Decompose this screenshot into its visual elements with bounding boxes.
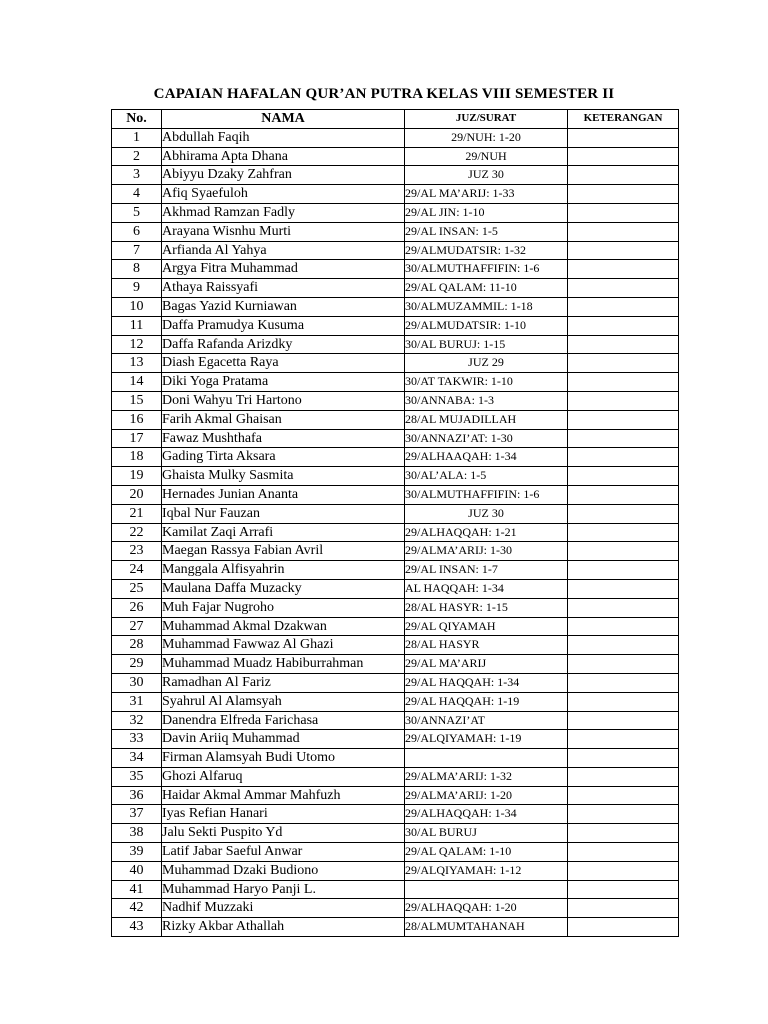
keterangan-cell <box>568 655 679 674</box>
juz-surat-cell: AL HAQQAH: 1-34 <box>405 579 568 598</box>
keterangan-cell <box>568 410 679 429</box>
page-title: CAPAIAN HAFALAN QUR’AN PUTRA KELAS VIII SEMESTER II <box>153 86 615 102</box>
table-row <box>112 636 679 655</box>
row-number: 40 <box>112 861 162 880</box>
student-name: Doni Wahyu Tri Hartono <box>162 391 405 410</box>
keterangan-cell <box>568 203 679 222</box>
table-row <box>112 749 679 768</box>
student-name: Syahrul Al Alamsyah <box>162 692 405 711</box>
row-number: 16 <box>112 410 162 429</box>
table-row <box>112 824 679 843</box>
table-row <box>112 166 679 185</box>
table-row <box>112 579 679 598</box>
keterangan-cell <box>568 767 679 786</box>
juz-surat-cell: 29/ALQIYAMAH: 1-19 <box>405 730 568 749</box>
header-keterangan: KETERANGAN <box>568 110 679 129</box>
row-number: 24 <box>112 561 162 580</box>
keterangan-cell <box>568 786 679 805</box>
row-number: 28 <box>112 636 162 655</box>
keterangan-cell <box>568 335 679 354</box>
row-number: 10 <box>112 297 162 316</box>
table-row <box>112 767 679 786</box>
memorization-table <box>111 109 679 937</box>
keterangan-cell <box>568 373 679 392</box>
table-row <box>112 429 679 448</box>
juz-surat-cell <box>405 880 568 899</box>
student-name: Afiq Syaefuloh <box>162 185 405 204</box>
row-number: 42 <box>112 899 162 918</box>
keterangan-cell <box>568 185 679 204</box>
student-name: Arfianda Al Yahya <box>162 241 405 260</box>
keterangan-cell <box>568 749 679 768</box>
row-number: 5 <box>112 203 162 222</box>
table-row <box>112 335 679 354</box>
table-row <box>112 561 679 580</box>
table-row <box>112 373 679 392</box>
juz-surat-cell: 29/ALHAQQAH: 1-20 <box>405 899 568 918</box>
row-number: 8 <box>112 260 162 279</box>
row-number: 25 <box>112 579 162 598</box>
keterangan-cell <box>568 429 679 448</box>
student-name: Maulana Daffa Muzacky <box>162 579 405 598</box>
row-number: 7 <box>112 241 162 260</box>
juz-surat-cell: JUZ 30 <box>405 166 568 185</box>
row-number: 26 <box>112 598 162 617</box>
keterangan-cell <box>568 617 679 636</box>
student-name: Farih Akmal Ghaisan <box>162 410 405 429</box>
table-row <box>112 241 679 260</box>
table-row <box>112 467 679 486</box>
row-number: 37 <box>112 805 162 824</box>
keterangan-cell <box>568 579 679 598</box>
table-row <box>112 711 679 730</box>
student-name: Iyas Refian Hanari <box>162 805 405 824</box>
keterangan-cell <box>568 636 679 655</box>
juz-surat-cell <box>405 749 568 768</box>
row-number: 6 <box>112 222 162 241</box>
juz-surat-cell: JUZ 30 <box>405 504 568 523</box>
row-number: 36 <box>112 786 162 805</box>
keterangan-cell <box>568 523 679 542</box>
juz-surat-cell: 29/NUH <box>405 147 568 166</box>
keterangan-cell <box>568 222 679 241</box>
keterangan-cell <box>568 692 679 711</box>
keterangan-cell <box>568 598 679 617</box>
row-number: 14 <box>112 373 162 392</box>
student-name: Ramadhan Al Fariz <box>162 673 405 692</box>
juz-surat-cell: 28/AL HASYR <box>405 636 568 655</box>
keterangan-cell <box>568 448 679 467</box>
row-number: 15 <box>112 391 162 410</box>
juz-surat-cell: 29/AL MA’ARIJ <box>405 655 568 674</box>
student-name: Daffa Pramudya Kusuma <box>162 316 405 335</box>
table-row <box>112 222 679 241</box>
keterangan-cell <box>568 843 679 862</box>
student-name: Abdullah Faqih <box>162 128 405 147</box>
juz-surat-cell: 30/ALMUZAMMIL: 1-18 <box>405 297 568 316</box>
row-number: 20 <box>112 485 162 504</box>
student-name: Maegan Rassya Fabian Avril <box>162 542 405 561</box>
juz-surat-cell: JUZ 29 <box>405 354 568 373</box>
row-number: 33 <box>112 730 162 749</box>
keterangan-cell <box>568 316 679 335</box>
juz-surat-cell: 28/AL HASYR: 1-15 <box>405 598 568 617</box>
student-name: Abiyyu Dzaky Zahfran <box>162 166 405 185</box>
header-no: No. <box>112 110 162 129</box>
table-row <box>112 880 679 899</box>
row-number: 1 <box>112 128 162 147</box>
keterangan-cell <box>568 485 679 504</box>
student-name: Akhmad Ramzan Fadly <box>162 203 405 222</box>
table-row <box>112 692 679 711</box>
row-number: 18 <box>112 448 162 467</box>
table-row <box>112 504 679 523</box>
juz-surat-cell: 29/ALHAAQAH: 1-34 <box>405 448 568 467</box>
keterangan-cell <box>568 260 679 279</box>
student-name: Nadhif Muzzaki <box>162 899 405 918</box>
juz-surat-cell: 29/AL HAQQAH: 1-34 <box>405 673 568 692</box>
student-name: Ghozi Alfaruq <box>162 767 405 786</box>
row-number: 12 <box>112 335 162 354</box>
table-row <box>112 297 679 316</box>
table-row <box>112 391 679 410</box>
juz-surat-cell: 29/ALMA’ARIJ: 1-30 <box>405 542 568 561</box>
row-number: 31 <box>112 692 162 711</box>
student-name: Kamilat Zaqi Arrafi <box>162 523 405 542</box>
keterangan-cell <box>568 673 679 692</box>
student-name: Hernades Junian Ananta <box>162 485 405 504</box>
keterangan-cell <box>568 391 679 410</box>
table-row <box>112 899 679 918</box>
juz-surat-cell: 29/ALQIYAMAH: 1-12 <box>405 861 568 880</box>
table-row <box>112 617 679 636</box>
table-row <box>112 655 679 674</box>
juz-surat-cell: 29/ALMA’ARIJ: 1-32 <box>405 767 568 786</box>
student-name: Athaya Raissyafi <box>162 279 405 298</box>
juz-surat-cell: 29/AL INSAN: 1-7 <box>405 561 568 580</box>
keterangan-cell <box>568 861 679 880</box>
student-name: Fawaz Mushthafa <box>162 429 405 448</box>
row-number: 13 <box>112 354 162 373</box>
table-row <box>112 147 679 166</box>
juz-surat-cell: 29/AL HAQQAH: 1-19 <box>405 692 568 711</box>
student-name: Muhammad Akmal Dzakwan <box>162 617 405 636</box>
juz-surat-cell: 30/AL BURUJ: 1-15 <box>405 335 568 354</box>
juz-surat-cell: 30/ALMUTHAFFIFIN: 1-6 <box>405 260 568 279</box>
keterangan-cell <box>568 354 679 373</box>
row-number: 4 <box>112 185 162 204</box>
juz-surat-cell: 28/AL MUJADILLAH <box>405 410 568 429</box>
student-name: Daffa Rafanda Arizdky <box>162 335 405 354</box>
student-name: Davin Ariiq Muhammad <box>162 730 405 749</box>
keterangan-cell <box>568 561 679 580</box>
table-body <box>112 128 679 936</box>
keterangan-cell <box>568 166 679 185</box>
student-name: Arayana Wisnhu Murti <box>162 222 405 241</box>
table-row <box>112 918 679 937</box>
juz-surat-cell: 29/AL MA’ARIJ: 1-33 <box>405 185 568 204</box>
table-row <box>112 542 679 561</box>
table-row <box>112 185 679 204</box>
juz-surat-cell: 30/ALMUTHAFFIFIN: 1-6 <box>405 485 568 504</box>
student-name: Diash Egacetta Raya <box>162 354 405 373</box>
student-name: Diki Yoga Pratama <box>162 373 405 392</box>
juz-surat-cell: 30/ANNAZI’AT: 1-30 <box>405 429 568 448</box>
table-row <box>112 354 679 373</box>
juz-surat-cell: 30/AL BURUJ <box>405 824 568 843</box>
table-row <box>112 786 679 805</box>
keterangan-cell <box>568 297 679 316</box>
row-number: 19 <box>112 467 162 486</box>
keterangan-cell <box>568 730 679 749</box>
header-juz-surat: JUZ/SURAT <box>405 110 568 129</box>
row-number: 34 <box>112 749 162 768</box>
juz-surat-cell: 29/ALMA’ARIJ: 1-20 <box>405 786 568 805</box>
table-row <box>112 410 679 429</box>
student-name: Danendra Elfreda Farichasa <box>162 711 405 730</box>
juz-surat-cell: 30/AL’ALA: 1-5 <box>405 467 568 486</box>
student-name: Muh Fajar Nugroho <box>162 598 405 617</box>
keterangan-cell <box>568 805 679 824</box>
row-number: 22 <box>112 523 162 542</box>
keterangan-cell <box>568 241 679 260</box>
juz-surat-cell: 30/ANNABA: 1-3 <box>405 391 568 410</box>
row-number: 23 <box>112 542 162 561</box>
student-name: Rizky Akbar Athallah <box>162 918 405 937</box>
juz-surat-cell: 29/AL QALAM: 11-10 <box>405 279 568 298</box>
row-number: 41 <box>112 880 162 899</box>
student-name: Abhirama Apta Dhana <box>162 147 405 166</box>
keterangan-cell <box>568 279 679 298</box>
table-row <box>112 730 679 749</box>
juz-surat-cell: 29/ALMUDATSIR: 1-32 <box>405 241 568 260</box>
student-name: Muhammad Haryo Panji L. <box>162 880 405 899</box>
student-name: Jalu Sekti Puspito Yd <box>162 824 405 843</box>
student-name: Muhammad Dzaki Budiono <box>162 861 405 880</box>
juz-surat-cell: 29/NUH: 1-20 <box>405 128 568 147</box>
row-number: 3 <box>112 166 162 185</box>
student-name: Haidar Akmal Ammar Mahfuzh <box>162 786 405 805</box>
row-number: 35 <box>112 767 162 786</box>
student-name: Manggala Alfisyahrin <box>162 561 405 580</box>
row-number: 38 <box>112 824 162 843</box>
row-number: 27 <box>112 617 162 636</box>
student-name: Ghaista Mulky Sasmita <box>162 467 405 486</box>
juz-surat-cell: 30/ANNAZI’AT <box>405 711 568 730</box>
row-number: 2 <box>112 147 162 166</box>
student-name: Bagas Yazid Kurniawan <box>162 297 405 316</box>
row-number: 9 <box>112 279 162 298</box>
keterangan-cell <box>568 824 679 843</box>
table-row <box>112 279 679 298</box>
keterangan-cell <box>568 542 679 561</box>
keterangan-cell <box>568 147 679 166</box>
keterangan-cell <box>568 899 679 918</box>
table-row <box>112 861 679 880</box>
row-number: 30 <box>112 673 162 692</box>
student-name: Latif Jabar Saeful Anwar <box>162 843 405 862</box>
juz-surat-cell: 29/AL INSAN: 1-5 <box>405 222 568 241</box>
student-name: Muhammad Muadz Habiburrahman <box>162 655 405 674</box>
row-number: 21 <box>112 504 162 523</box>
keterangan-cell <box>568 918 679 937</box>
keterangan-cell <box>568 711 679 730</box>
row-number: 39 <box>112 843 162 862</box>
juz-surat-cell: 29/ALMUDATSIR: 1-10 <box>405 316 568 335</box>
table-row <box>112 260 679 279</box>
table-row <box>112 128 679 147</box>
row-number: 11 <box>112 316 162 335</box>
table-row <box>112 843 679 862</box>
keterangan-cell <box>568 504 679 523</box>
table-header-row <box>112 110 679 129</box>
header-nama: NAMA <box>162 110 405 129</box>
keterangan-cell <box>568 880 679 899</box>
student-name: Muhammad Fawwaz Al Ghazi <box>162 636 405 655</box>
juz-surat-cell: 29/AL QIYAMAH <box>405 617 568 636</box>
student-name: Gading Tirta Aksara <box>162 448 405 467</box>
row-number: 17 <box>112 429 162 448</box>
juz-surat-cell: 30/AT TAKWIR: 1-10 <box>405 373 568 392</box>
juz-surat-cell: 28/ALMUMTAHANAH <box>405 918 568 937</box>
student-name: Firman Alamsyah Budi Utomo <box>162 749 405 768</box>
juz-surat-cell: 29/ALHAQQAH: 1-34 <box>405 805 568 824</box>
table-row <box>112 805 679 824</box>
table-row <box>112 448 679 467</box>
row-number: 32 <box>112 711 162 730</box>
juz-surat-cell: 29/AL QALAM: 1-10 <box>405 843 568 862</box>
row-number: 29 <box>112 655 162 674</box>
student-name: Argya Fitra Muhammad <box>162 260 405 279</box>
juz-surat-cell: 29/ALHAQQAH: 1-21 <box>405 523 568 542</box>
table-row <box>112 523 679 542</box>
table-row <box>112 673 679 692</box>
student-name: Iqbal Nur Fauzan <box>162 504 405 523</box>
table-row <box>112 316 679 335</box>
table-row <box>112 485 679 504</box>
table-row <box>112 203 679 222</box>
row-number: 43 <box>112 918 162 937</box>
keterangan-cell <box>568 467 679 486</box>
juz-surat-cell: 29/AL JIN: 1-10 <box>405 203 568 222</box>
keterangan-cell <box>568 128 679 147</box>
table-row <box>112 598 679 617</box>
